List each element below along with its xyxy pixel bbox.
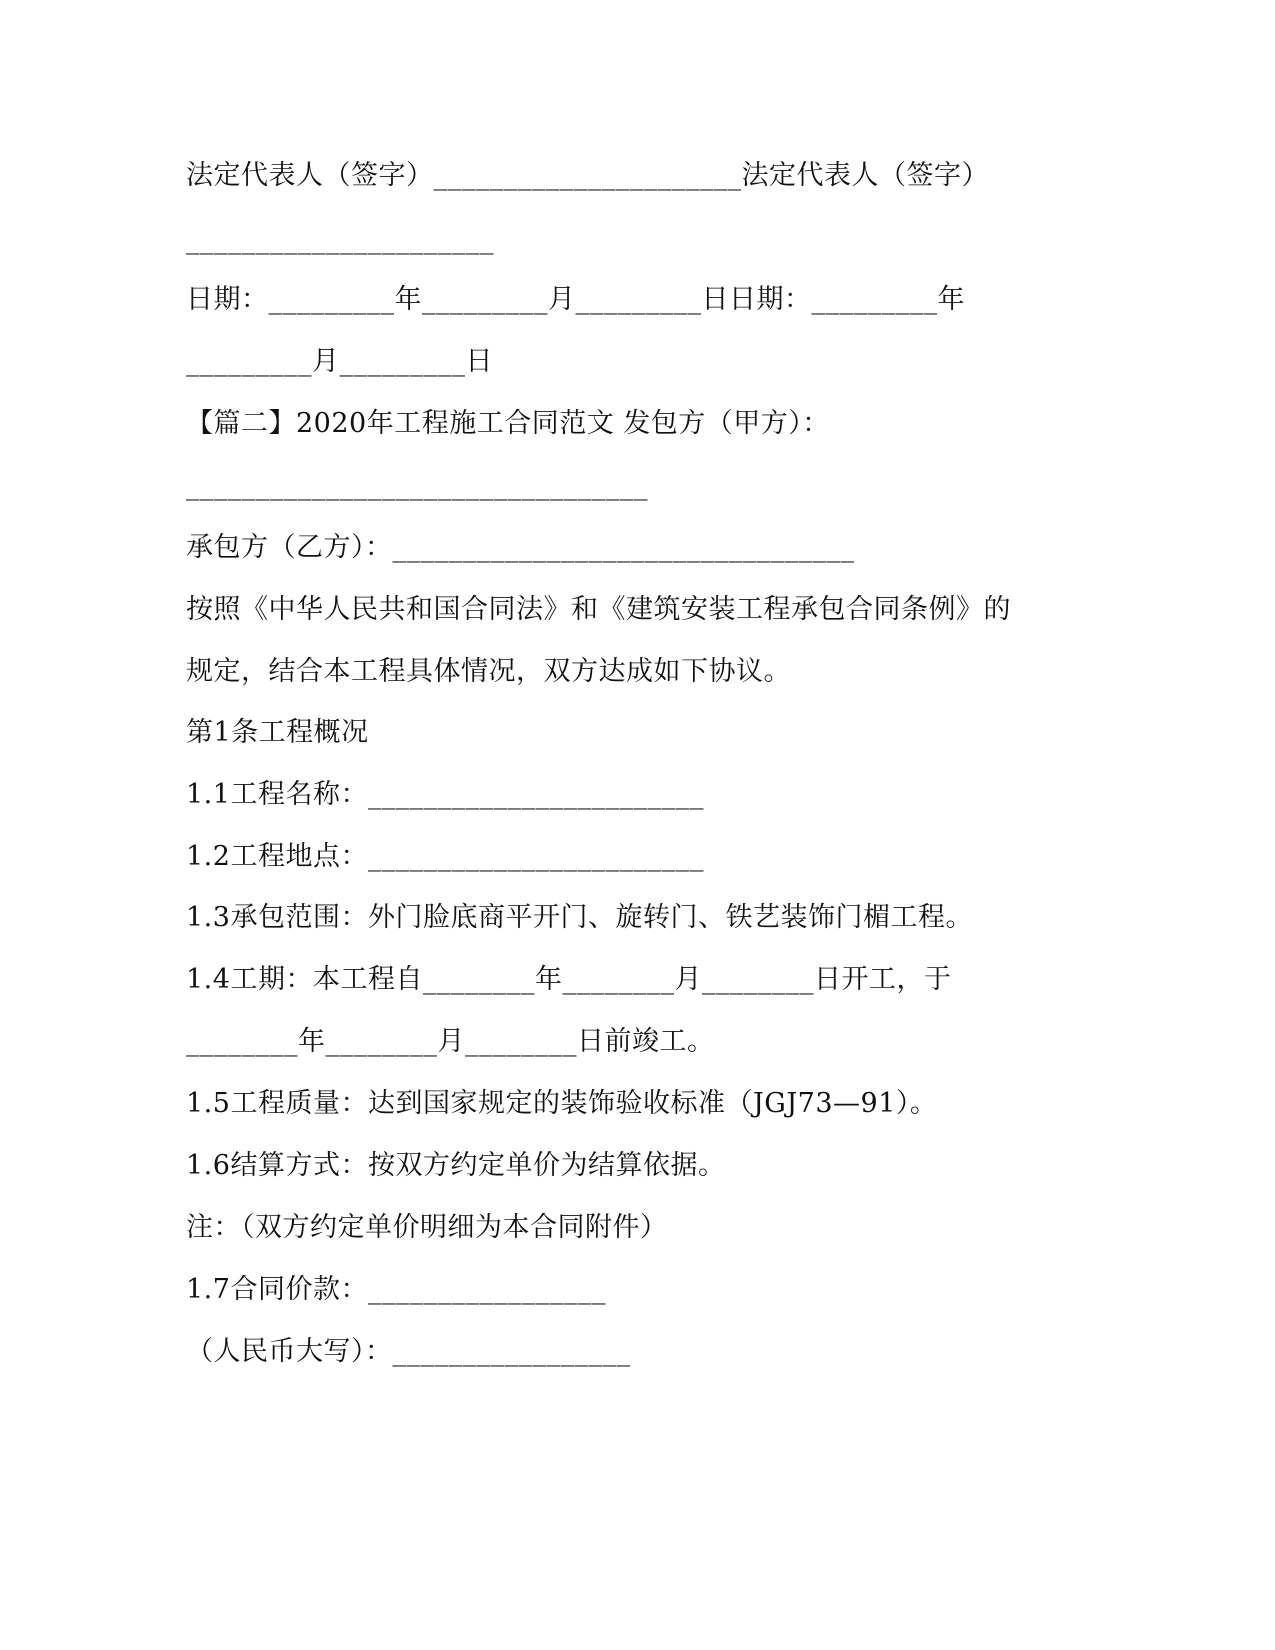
article-1-heading: 第1条工程概况 (186, 717, 369, 748)
clause-1-5-quality: 1.5工程质量：达到国家规定的装饰验收标准（JGJ73—91）。 (186, 1088, 938, 1119)
clause-1-2-project-location: 1.2工程地点：________________________ (186, 841, 704, 872)
clause-1-7-contract-price: 1.7合同价款：_________________ (186, 1274, 606, 1305)
clause-1-4-duration-continuation: ________年________月________日前竣工。 (186, 1026, 715, 1057)
signature-blank-continuation: ______________________ (186, 224, 494, 255)
party-a-blank: _________________________________ (186, 470, 648, 501)
clause-1-1-project-name: 1.1工程名称：________________________ (186, 779, 704, 810)
section-heading-part-two: 【篇二】2020年工程施工合同范文 发包方（甲方）： (186, 408, 830, 439)
party-b-line: 承包方（乙方）：_________________________________ (186, 532, 855, 563)
preamble-paragraph-line-1: 按照《中华人民共和国合同法》和《建筑安装工程承包合同条例》的 (186, 594, 1011, 625)
date-line-continuation: _________月_________日 (186, 346, 493, 377)
date-line: 日期：_________年_________月_________日日期：_________年 (186, 284, 965, 315)
clause-1-3-contract-scope: 1.3承包范围：外门脸底商平开门、旋转门、铁艺装饰门楣工程。 (186, 902, 973, 933)
preamble-paragraph-line-2: 规定，结合本工程具体情况，双方达成如下协议。 (186, 656, 791, 687)
contract-price-in-words: （人民币大写）：_________________ (186, 1336, 631, 1367)
note-line: 注：（双方约定单价明细为本合同附件） (186, 1212, 668, 1243)
clause-1-4-duration: 1.4工期：本工程自________年________月________日开工，于 (186, 964, 952, 995)
signature-line-legal-representatives: 法定代表人（签字）______________________法定代表人（签字） (186, 160, 989, 191)
clause-1-6-settlement: 1.6结算方式：按双方约定单价为结算依据。 (186, 1150, 726, 1181)
